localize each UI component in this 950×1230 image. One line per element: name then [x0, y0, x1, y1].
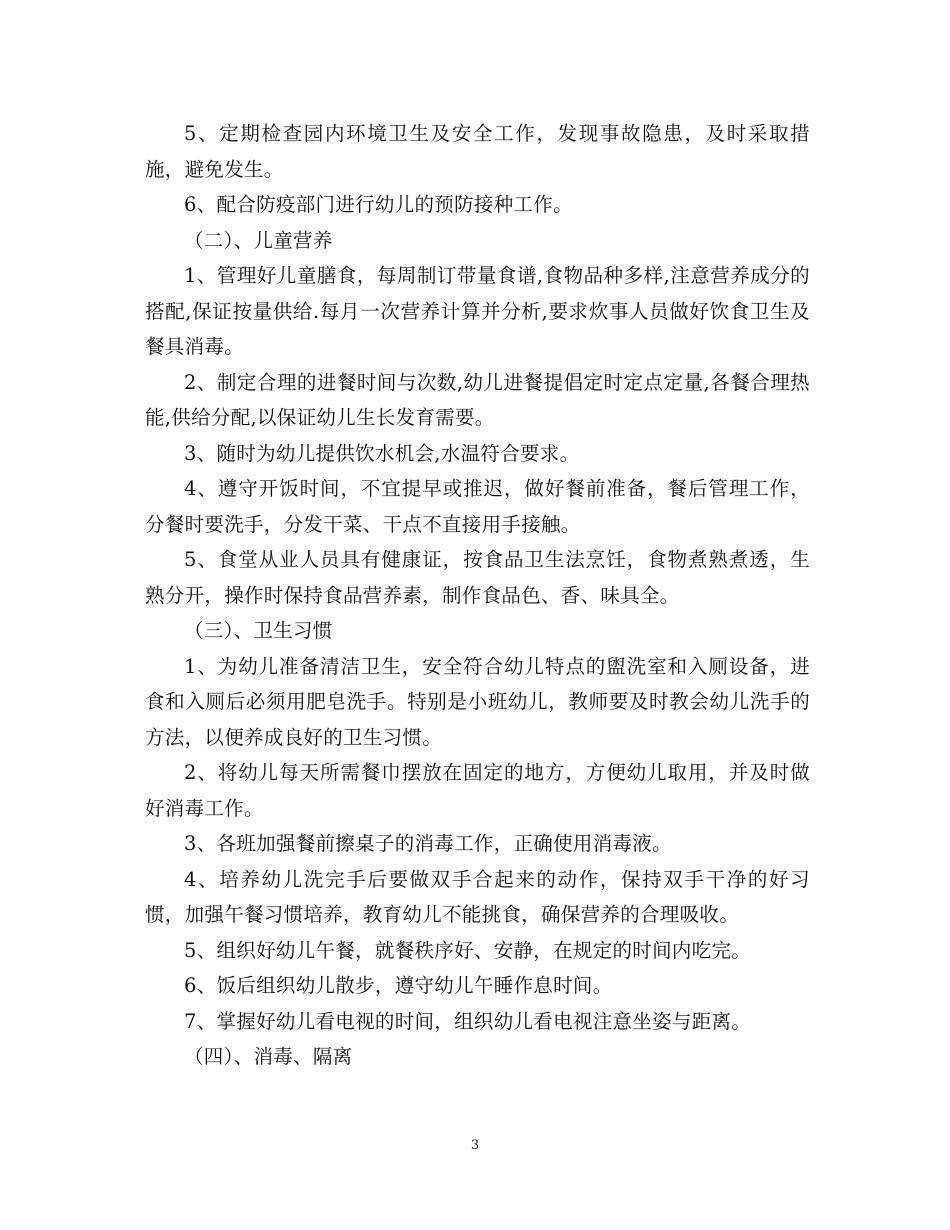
paragraph: 5、组织好幼儿午餐，就餐秩序好、安静，在规定的时间内吃完。: [184, 938, 752, 962]
paragraph: 1、管理好儿童膳食，每周制订带量食谱,食物品种多样,注意营养成分的搭配,保证按量供给.每月一次营养计算并分析,要求炊事人员做好饮食卫生及餐具消毒。: [145, 264, 810, 358]
document-body: [145, 116, 810, 1075]
section-heading: （四）、消毒、隔离: [184, 1045, 353, 1068]
paragraph: 4、遵守开饭时间，不宜提早或推迟，做好餐前准备，餐后管理工作，分餐时要洗手，分发干菜、干点不直接用手接触。: [145, 477, 810, 536]
paragraph: 6、配合防疫部门进行幼儿的预防接种工作。: [184, 193, 573, 216]
paragraph: 2、制定合理的进餐时间与次数,幼儿进餐提倡定时定点定量,各餐合理热能,供给分配,以保证幼儿生长发育需要。: [145, 370, 810, 429]
page-number: 3: [470, 1138, 480, 1153]
section-heading: （二）、儿童营养: [184, 228, 333, 252]
paragraph: 2、将幼儿每天所需餐巾摆放在固定的地方，方便幼儿取用，并及时做好消毒工作。: [145, 761, 810, 820]
paragraph: 5、食堂从业人员具有健康证，按食品卫生法烹饪，食物煮熟煮透，生熟分开，操作时保持食品营养素，制作食品色、香、味具全。: [145, 548, 810, 607]
paragraph: 3、随时为幼儿提供饮水机会,水温符合要求。: [184, 441, 580, 465]
paragraph: 3、各班加强餐前擦桌子的消毒工作，正确使用消毒液。: [184, 832, 672, 855]
paragraph: 7、掌握好幼儿看电视的时间，组织幼儿看电视注意坐姿与距离。: [184, 1009, 752, 1033]
section-heading: （三）、卫生习惯: [184, 619, 333, 642]
paragraph: 6、饭后组织幼儿散步，遵守幼儿午睡作息时间。: [184, 974, 613, 997]
paragraph: 5、定期检查园内环境卫生及安全工作，发现事故隐患，及时采取措施，避免发生。: [145, 122, 810, 181]
paragraph: 1、为幼儿准备清洁卫生，安全符合幼儿特点的盥洗室和入厕设备，进食和入厕后必须用肥皂洗手。特别是小班幼儿，教师要及时教会幼儿洗手的方法，以便养成良好的卫生习惯。: [145, 654, 810, 749]
paragraph: 4、培养幼儿洗完手后要做双手合起来的动作，保持双手干净的好习惯，加强午餐习惯培养，教育幼儿不能挑食，确保营养的合理吸收。: [145, 867, 810, 926]
